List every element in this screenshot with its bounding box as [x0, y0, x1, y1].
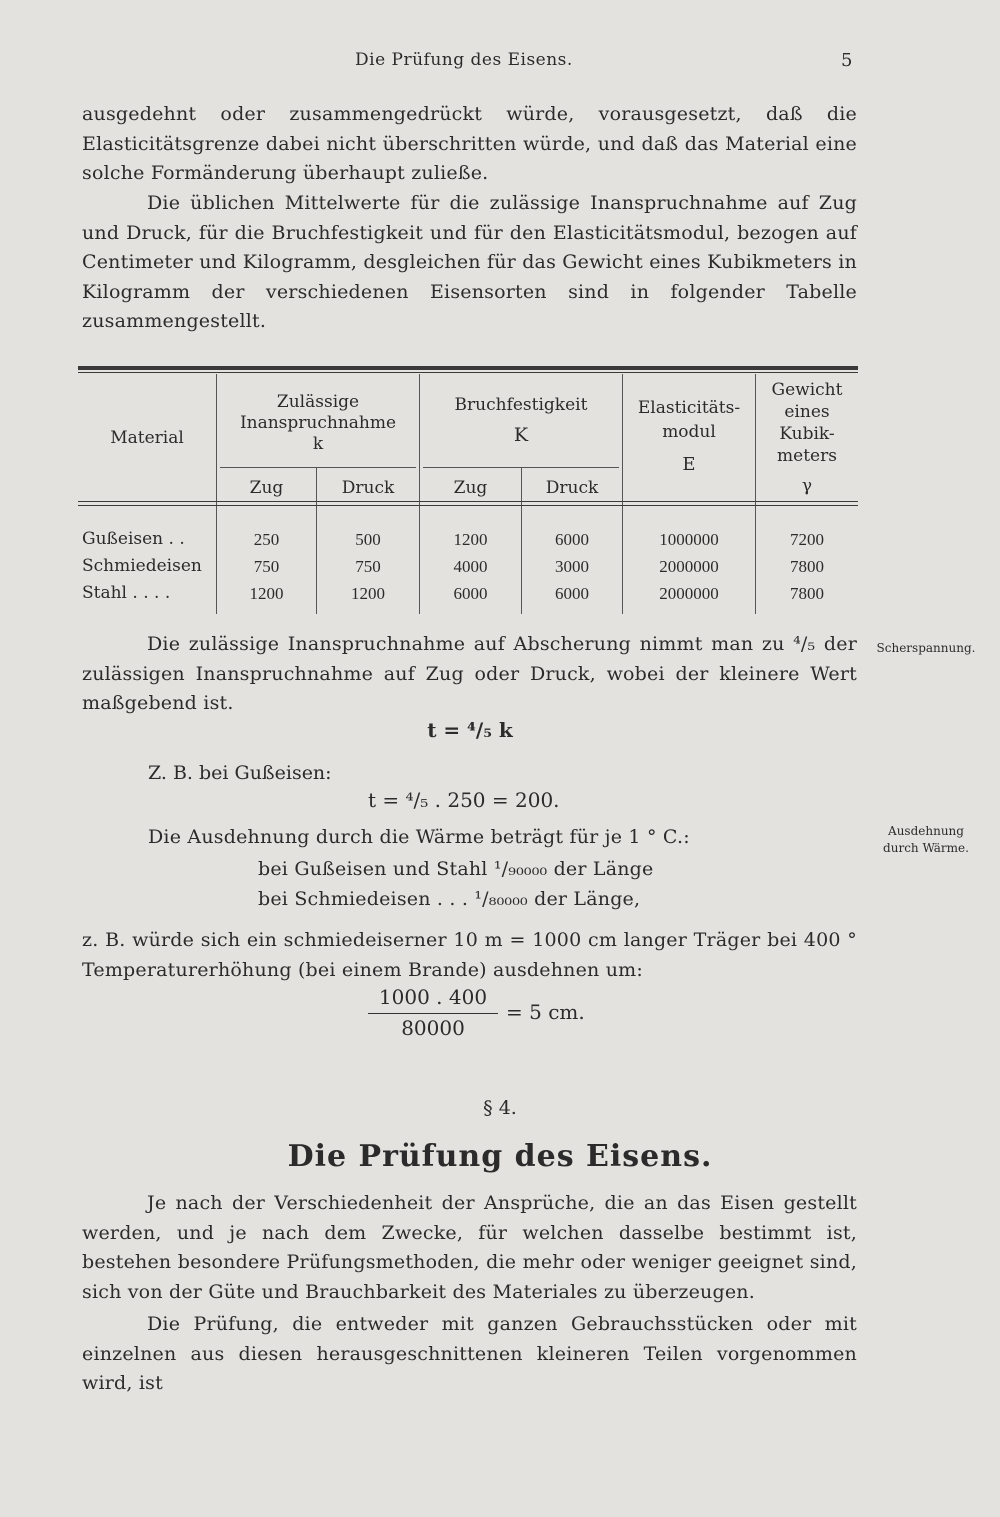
- header-zug: Zug: [249, 478, 284, 498]
- cell-K-druck: 6000: [555, 530, 589, 549]
- table-top-rule: [78, 366, 858, 370]
- header-gewicht-symbol: γ: [801, 476, 813, 496]
- cell-gamma: 7800: [790, 557, 824, 576]
- header-bruchfestigkeit-symbol: K: [513, 424, 529, 446]
- margin-note-line: Ausdehnung: [888, 824, 964, 838]
- header-gewicht-1: Gewicht: [771, 380, 843, 400]
- header-inanspruchnahme-1: Zulässige: [276, 392, 360, 412]
- fraction-denominator: 80000: [401, 1016, 465, 1040]
- page-header: [0, 50, 1000, 74]
- page-number: 5: [841, 50, 853, 71]
- running-title: Die Prüfung des Eisens.: [355, 50, 573, 70]
- table-subheader-rule: [220, 467, 416, 468]
- cell-K-druck: 3000: [555, 557, 589, 576]
- cell-K-zug: 1200: [453, 530, 488, 549]
- margin-note-line: durch Wärme.: [883, 841, 969, 855]
- table-header-rule: [78, 501, 858, 502]
- cell-E: 2000000: [659, 557, 719, 576]
- fraction-result: = 5 cm.: [506, 1000, 585, 1024]
- section-number: § 4.: [483, 1097, 517, 1119]
- paragraph-4: Die Ausdehnung durch die Wärme beträgt für je 1 ° C.:: [148, 826, 690, 848]
- header-elasticitaet-2: modul: [662, 422, 716, 442]
- cell-K-zug: 4000: [453, 557, 488, 576]
- fraction-bar: [368, 1013, 498, 1014]
- cell-E: 2000000: [659, 584, 719, 603]
- margin-note-ausdehnung: [866, 823, 986, 857]
- header-inanspruchnahme-symbol: k: [312, 434, 324, 454]
- table-header-rule: [78, 505, 858, 506]
- fraction-numerator: 1000 . 400: [378, 985, 488, 1009]
- margin-note-scherspannung: Scherspannung.: [876, 641, 976, 655]
- cell-k-zug: 1200: [249, 584, 284, 603]
- header-druck: Druck: [341, 478, 395, 498]
- cell-k-zug: 250: [253, 530, 280, 549]
- cell-gamma: 7800: [790, 584, 824, 603]
- header-zug: Zug: [453, 478, 488, 498]
- cell-k-druck: 1200: [351, 584, 385, 603]
- cell-E: 1000000: [659, 530, 719, 549]
- paragraph-1: ausgedehnt oder zusammengedrückt würde, vorausgesetzt, daß die Elasticitätsgrenze dabei nicht überschritten würde, und daß das Material eine solche Formänderung überhaupt zuließe.: [82, 103, 857, 184]
- example-label: Z. B. bei Gußeisen:: [148, 762, 332, 784]
- header-inanspruchnahme-2: Inanspruchnahme: [239, 413, 397, 433]
- paragraph-2: Die üblichen Mittelwerte für die zulässige Inanspruchnahme auf Zug und Druck, für die Bruchfestigkeit und für den Elasticitätsmodul, bezogen auf Centimeter und Kilogramm, desgleichen für das Gewicht eines Kubikmeters in Kilogramm der verschiedenen Eisensorten sind in folgender Tabelle zusammengestellt.: [82, 192, 857, 332]
- header-material: Material: [110, 428, 184, 448]
- expansion-line-guss: bei Gußeisen und Stahl ¹/₉₀₀₀₀ der Länge: [258, 858, 654, 880]
- table-top-rule-thin: [78, 372, 858, 373]
- cell-k-zug: 750: [253, 557, 280, 576]
- cell-K-druck: 6000: [555, 584, 589, 603]
- expansion-line-schmied: bei Schmiedeisen . . . ¹/₈₀₀₀₀ der Länge,: [258, 888, 641, 910]
- cell-gamma: 7200: [790, 530, 824, 549]
- header-gewicht-3: Kubik-: [779, 424, 835, 444]
- row-material: Stahl . . . .: [82, 583, 171, 603]
- paragraph-6: Je nach der Verschiedenheit der Ansprüche, die an das Eisen gestellt werden, und je nach dem Zwecke, für welchen dasselbe bestimmt ist, bestehen besondere Prüfungsmethoden, die mehr oder weniger geeignet sind, sich von der Güte und Brauchbarkeit des Materiales zu überzeugen.: [82, 1192, 857, 1303]
- table-subheader-rule: [423, 467, 619, 468]
- paragraph-3: Die zulässige Inanspruchnahme auf Abscherung nimmt man zu ⁴/₅ der zulässigen Inanspruchnahme auf Zug oder Druck, wobei der kleinere Wert maßgebend ist.: [82, 633, 857, 714]
- header-gewicht-2: eines: [784, 402, 830, 422]
- header-elasticitaet-1: Elasticitäts-: [637, 398, 741, 418]
- paragraph-7: Die Prüfung, die entweder mit ganzen Gebrauchsstücken oder mit einzelnen aus diesen herausgeschnittenen kleineren Teilen vorgenommen wird, ist: [82, 1313, 857, 1394]
- cell-K-zug: 6000: [453, 584, 488, 603]
- section-title: Die Prüfung des Eisens.: [287, 1139, 713, 1174]
- formula-t: t = ⁴/₅ k: [427, 718, 513, 742]
- header-bruchfestigkeit: Bruchfestigkeit: [454, 395, 588, 415]
- header-elasticitaet-symbol: E: [682, 454, 696, 475]
- header-druck: Druck: [545, 478, 599, 498]
- row-material: Schmiedeisen: [82, 556, 202, 576]
- header-gewicht-4: meters: [777, 446, 837, 466]
- cell-k-druck: 500: [355, 530, 381, 549]
- cell-k-druck: 750: [355, 557, 381, 576]
- row-material: Gußeisen . .: [82, 529, 185, 549]
- paragraph-5: z. B. würde sich ein schmiedeiserner 10 m = 1000 cm langer Träger bei 400 ° Temperaturerhöhung (bei einem Brande) ausdehnen um:: [82, 929, 857, 981]
- example-formula: t = ⁴/₅ . 250 = 200.: [368, 788, 560, 812]
